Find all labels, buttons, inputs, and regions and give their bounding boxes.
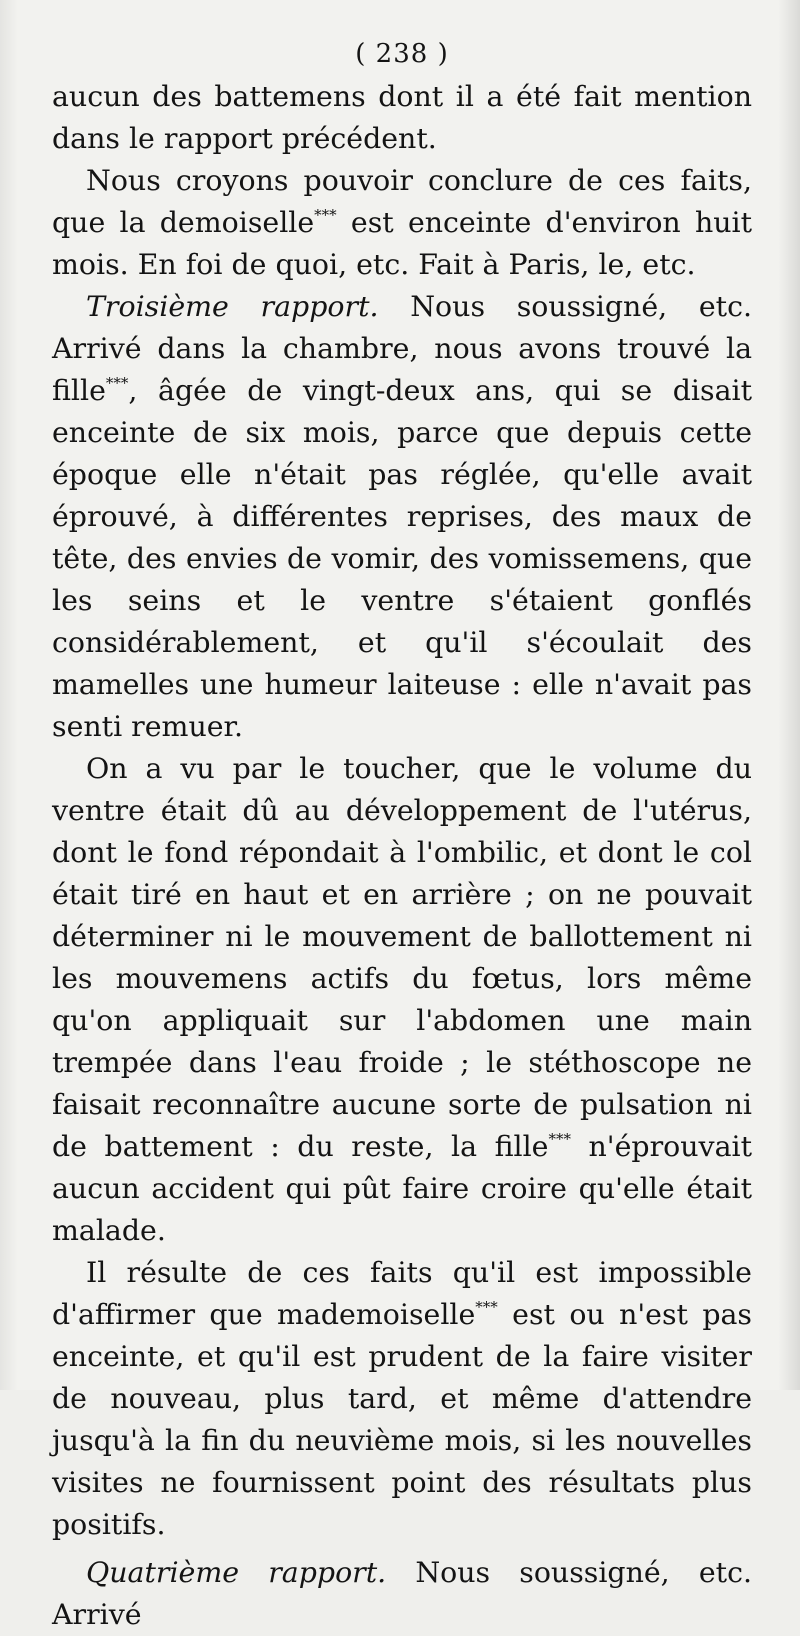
redaction-asterisks: *** xyxy=(105,374,129,392)
paragraph-text: est ou n'est pas enceinte, et qu'il est prudent de la faire visiter de nouveau, plus tard, et même d'attendre jusqu'à la fin du neuvième mois, si les nouvelles visites ne fournissent point des résultats plus positifs. xyxy=(52,1298,752,1541)
paragraph-text: , âgée de vingt-deux ans, qui se disait enceinte de six mois, parce que depuis cette époque elle n'était pas réglée, qu'elle avait éprouvé, à différentes reprises, des maux de tête, des envies de vomir, des vomissemens, que les seins et le ventre s'étaient gonflés considérablement, et qu'il s'écoulait des mamelles une humeur laiteuse : elle n'avait pas senti remuer. xyxy=(52,374,752,743)
paragraph-text: est enceinte d'environ huit mois. En foi de quoi, etc. Fait à Paris, le, etc. xyxy=(52,206,753,281)
redaction-asterisks: *** xyxy=(548,1130,571,1148)
redaction-asterisks: *** xyxy=(314,206,337,224)
page-number: ( 238 ) xyxy=(355,39,449,69)
paragraph-text: On a vu par le toucher, que le volume du ventre était dû au développement de l'utérus, dont le fond répondait à l'ombilic, et dont le col était tiré en haut et en arrière ; on ne pouvait déterminer ni le mouvement de ballottement ni les mouvemens actifs du fœtus, lors même qu'on appliquait sur l'abdomen une main trempée dans l'eau froide ; le stéthoscope ne faisait reconnaître aucune sorte de pulsation ni de battement : du reste, la fille xyxy=(52,752,752,1163)
paragraph-continuation: aucun des battemens dont il a été fait mention dans le rapport précédent. xyxy=(52,80,752,155)
report-heading: Troisième rapport. xyxy=(86,290,379,323)
paragraph-third-report xyxy=(52,286,752,748)
paragraph-examination xyxy=(52,748,752,1252)
paragraph-text: Nous croyons pouvoir conclure de ces faits, que la demoiselle xyxy=(52,164,752,239)
redaction-asterisks: *** xyxy=(475,1298,498,1316)
report-heading: Quatrième rapport. xyxy=(86,1556,387,1589)
page-body xyxy=(52,76,752,1636)
paragraph-text: Il résulte de ces faits qu'il est impossible d'affirmer que mademoiselle xyxy=(52,1256,752,1331)
paragraph-conclusion-1 xyxy=(52,160,752,286)
paragraph-conclusion-2 xyxy=(52,1252,752,1546)
paragraph-text: n'éprouvait aucun accident qui pût faire croire qu'elle était malade. xyxy=(52,1130,752,1247)
paragraph-text: Nous soussigné, etc. Arrivé xyxy=(52,1556,752,1631)
paragraph-fourth-report xyxy=(52,1552,752,1636)
paragraph-text: Nous soussigné, etc. Arrivé dans la chambre, nous avons trouvé la fille xyxy=(52,290,753,407)
